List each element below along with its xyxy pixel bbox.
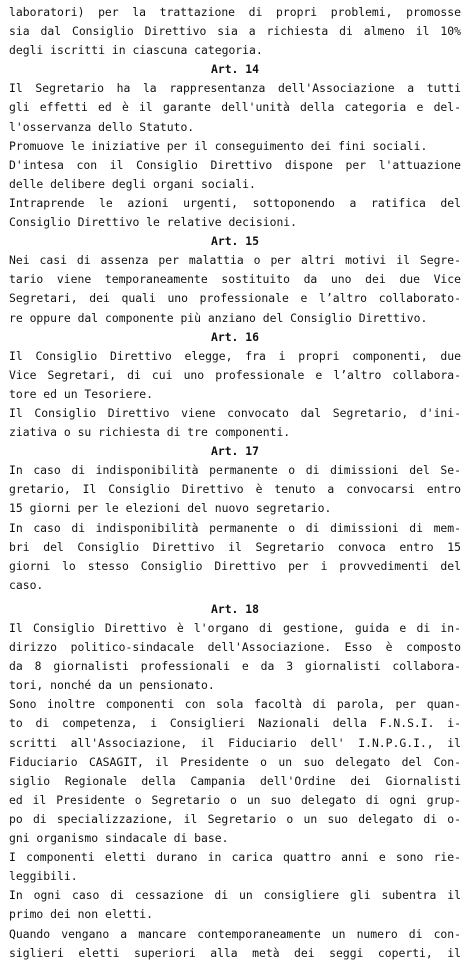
article-heading: Art. 15 [210,234,259,249]
paragraph [9,347,461,404]
text-line: Segretari, dei quali uno professionale e l’altro collaborato- [9,291,461,306]
text-line: tario viene temporaneamente sostituito da uno dei due Vice [9,272,461,287]
text-line: gli effetti ed è il garante dell'unità della categoria e del- [9,100,461,115]
paragraph [9,619,461,695]
paragraph [9,695,461,848]
text-line: ed il Presidente o Segretario o un suo delegato di ogni grup- [9,792,461,807]
text-line: In ogni caso di cessazione di un consigliere gli subentra il [9,888,461,903]
paragraph [9,925,461,963]
article-heading: Art. 16 [210,329,259,344]
text-line: I componenti eletti durano in carica quattro anni e sono rie- [9,850,461,865]
text-line: Fiduciario CASAGIT, il Presidente o un suo delegato del Con- [9,754,461,769]
text-line: Sono inoltre componenti con sola facoltà di parola, per quan- [9,697,461,712]
text-line: dirizzo politico-sindacale dell'Associazione. Esso è composto [9,640,461,655]
text-line: tori, nonché da un pensionato. [9,678,215,693]
text-line: da 8 giornalisti professionali e da 3 giornalisti collabora- [9,659,461,674]
text-line: degli iscritti in ciascuna categoria. [9,43,263,58]
text-line: Consiglio Direttivo le relative decisioni. [9,215,298,230]
text-line: ziativa o su richiesta di tre componenti. [9,425,291,440]
text-line: bri del Consiglio Direttivo il Segretario convoca entro 15 [9,539,461,554]
text-line: re oppure dal componente più anziano del Consiglio Direttivo. [9,310,428,325]
text-line: to di competenza, i Consiglieri Nazionali della F.N.S.I. i- [9,716,461,731]
text-line: In caso di indisponibilità permanente o di dimissioni di mem- [9,520,461,535]
text-line: gretario, Il Consiglio Direttivo è tenuto a convocarsi entro [9,482,461,497]
paragraph [9,251,461,327]
text-line: delle delibere degli organi sociali. [9,176,256,191]
paragraph [9,848,461,886]
text-line: sia dal Consiglio Direttivo sia a richiesta di almeno il 10% [9,24,461,39]
text-line: siglio Regionale della Campania dell'Ordine dei Giornalisti [9,773,461,788]
paragraph [9,79,461,136]
text-line: Nei casi di assenza per malattia o per altri motivi il Segre- [9,253,461,268]
article-heading: Art. 18 [210,601,259,616]
paragraph [9,404,461,442]
text-line: gni organismo sindacale di base. [9,831,229,846]
text-line: D'intesa con il Consiglio Direttivo dispone per l'attuazione [9,157,461,172]
article-heading: Art. 14 [210,62,259,77]
paragraph [9,886,461,924]
text-line: caso. [9,577,44,592]
paragraph [9,156,461,194]
text-line: primo dei non eletti. [9,907,154,922]
text-line: laboratori) per la trattazione di propri problemi, promosse [9,5,461,19]
text-line: giorni lo stesso Consiglio Direttivo per i provvedimenti del [9,558,461,573]
text-line: scritti all'Associazione, il Fiduciario dell' I.N.P.G.I., il [9,735,461,750]
paragraph [9,461,461,518]
text-line: siglieri eletti superiori alla metà dei seggi coperti, il [9,945,461,960]
text-line: 15 giorni per le elezioni del nuovo segretario. [9,501,332,516]
text-line: Promuove le iniziative per il conseguimento dei fini sociali. [9,138,428,153]
text-line: In caso di indisponibilità permanente o di dimissioni del Se- [9,463,461,478]
text-line: Il Consiglio Direttivo elegge, fra i propri componenti, due [9,348,461,363]
paragraph [9,3,461,60]
article-heading: Art. 17 [210,444,259,459]
text-line: Quando vengano a mancare contemporaneamente un numero di con- [9,926,461,941]
paragraph [9,137,461,156]
text-line: Vice Segretari, di cui uno professionale e l’altro collabora- [9,367,461,382]
text-line: Il Consiglio Direttivo è l'organo di gestione, guida e di in- [9,621,461,635]
text-line: Il Segretario ha la rappresentanza dell'Associazione a tutti [9,81,461,96]
paragraph [9,194,461,232]
text-line: tore ed un Tesoriere. [9,386,154,401]
text-line: po di specializzazione, il Segretario o un suo delegato di o- [9,811,461,826]
text-line: l'osservanza dello Statuto. [9,119,195,134]
paragraph [9,519,461,595]
text-line: Intraprende le azioni urgenti, sottoponendo a ratifica del [9,195,461,210]
text-line: Il Consiglio Direttivo viene convocato dal Segretario, d'ini- [9,405,461,420]
text-line: leggibili. [9,869,78,884]
